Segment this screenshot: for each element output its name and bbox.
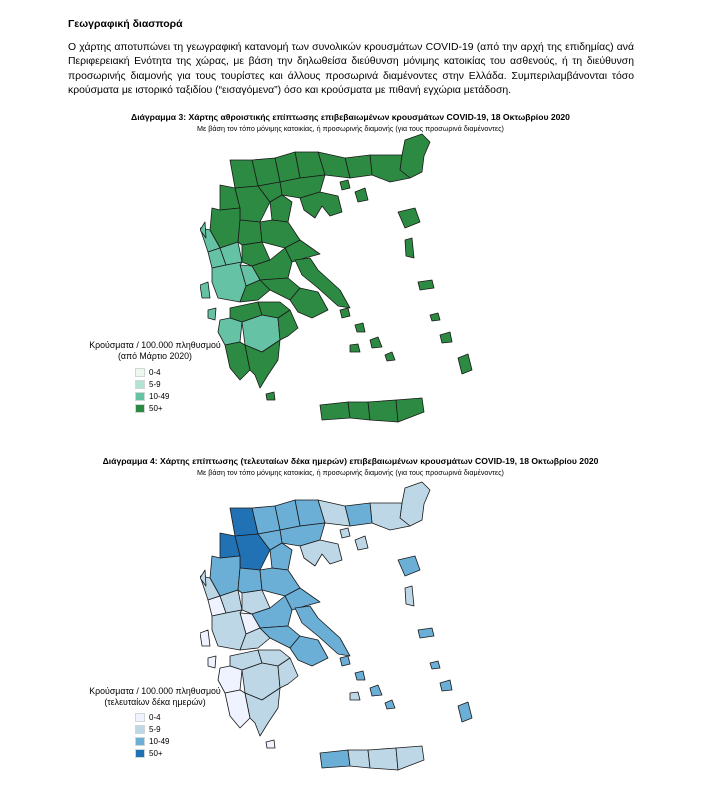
map2-choropleth (200, 478, 500, 778)
legend-swatch (135, 749, 145, 758)
region-kefalonia (200, 630, 210, 646)
region-thasos (340, 528, 350, 538)
map2-legend-item (135, 737, 169, 746)
region-dodekanisa-2 (440, 680, 452, 691)
region-lasithi (396, 746, 424, 770)
map1-legend-title-line1: Κρούσματα / 100.000 πληθυσμού (89, 340, 221, 350)
region-thasos (340, 180, 350, 190)
map1-legend-item (135, 380, 161, 389)
region-chania (320, 750, 350, 768)
region-trikala (238, 220, 262, 245)
legend-swatch (135, 380, 145, 389)
region-kefalonia (200, 282, 210, 298)
region-aitoloakarnania (212, 610, 246, 650)
region-chios (405, 586, 414, 606)
map1-legend-title-line2: (από Μάρτιο 2020) (118, 351, 192, 361)
map1-legend-item (135, 368, 161, 377)
region-lasithi (396, 398, 424, 422)
legend-label: 50+ (149, 749, 163, 758)
intro-paragraph: Ο χάρτης αποτυπώνει τη γεωγραφική κατανομή των συνολικών κρουσμάτων COVID-19 (από την αρχή της επιδημίας) ανά Περιφερειακή Ενότητα της χώρας, με βάση την δηλωθείσα διεύθυνση μόνιμης κατοικίας του ασθενούς, ή τη διεύθυνση προσωρινής διαμονής για τους τουρίστες και άλλους προσωρινά διαμένοντες στην Ελλάδα. Συμπεριλαμβάνονται τόσο κρούσματα με ιστορικό ταξιδίου (“εισαγόμενα”) όσο και κρούσματα με πιθανή εγχώρια μετάδοση. (68, 42, 634, 97)
region-kyklades-1 (340, 656, 350, 666)
legend-label: 50+ (149, 404, 163, 413)
region-kyklades-1 (340, 308, 350, 318)
region-zakynthos (208, 656, 216, 668)
legend-label: 5-9 (149, 380, 161, 389)
region-kyklades-3 (370, 337, 382, 348)
legend-label: 5-9 (149, 725, 161, 734)
region-aitoloakarnania (212, 262, 246, 302)
map2-subtitle: Με βάση τον τόπο μόνιμης κατοικίας, ή προσωρινής διαμονής (για τους προσωρινά διαμένοντες) (197, 468, 504, 477)
map2-legend-title-line2: (τελευταίων δέκα ημερών) (104, 697, 206, 707)
map1-legend-item (135, 404, 163, 413)
region-evros (400, 134, 430, 178)
region-kythira (266, 392, 275, 400)
map2-legend-title-line1: Κρούσματα / 100.000 πληθυσμού (89, 686, 221, 696)
map1-legend-item (135, 392, 169, 401)
region-irakleio (368, 748, 398, 770)
map2-legend-title (80, 686, 230, 708)
region-rodos (458, 354, 472, 374)
legend-swatch (135, 713, 145, 722)
map1-legend-title (80, 340, 230, 362)
region-limnos (355, 188, 368, 202)
map1-title: Διάγραμμα 3: Χάρτης αθροιστικής επίπτωσης επιβεβαιωμένων κρουσμάτων COVID-19, 18 Οκτωβρίου 2020 (131, 112, 570, 122)
map1-mainland (200, 134, 472, 422)
region-samos (418, 628, 434, 638)
region-limnos (355, 536, 368, 550)
region-dodekanisa-1 (430, 313, 440, 321)
region-kyklades-5 (385, 352, 395, 361)
map2-legend-item (135, 713, 161, 722)
region-lesvos (398, 556, 420, 576)
map1-subtitle: Με βάση τον τόπο μόνιμης κατοικίας, ή προσωρινής διαμονής (για τους προσωρινά διαμένοντες) (197, 124, 504, 133)
region-kythira (266, 740, 275, 748)
map2-title: Διάγραμμα 4: Χάρτης επίπτωσης (τελευταίων δέκα ημερών) επιβεβαιωμένων κρουσμάτων COVID-19, 18 Οκτωβρίου 2020 (102, 456, 599, 466)
region-dodekanisa-1 (430, 661, 440, 669)
legend-label: 10-49 (149, 737, 170, 746)
region-kyklades-4 (350, 692, 360, 700)
region-trikala (238, 568, 262, 593)
region-chania (320, 402, 350, 420)
region-rethymno (348, 750, 370, 768)
region-kyklades-2 (355, 671, 365, 680)
region-kyklades-3 (370, 685, 382, 696)
map2-legend-item (135, 725, 161, 734)
legend-swatch (135, 404, 145, 413)
region-kyklades-5 (385, 700, 395, 709)
region-zakynthos (208, 308, 216, 320)
legend-swatch (135, 368, 145, 377)
region-chalkidiki (300, 540, 342, 566)
legend-label: 0-4 (149, 368, 161, 377)
section-title: Γεωγραφική διασπορά (68, 18, 183, 30)
region-evros (400, 482, 430, 526)
region-chalkidiki (300, 192, 342, 218)
region-rodos (458, 702, 472, 722)
legend-swatch (135, 737, 145, 746)
legend-swatch (135, 392, 145, 401)
region-dodekanisa-2 (440, 332, 452, 343)
map1-choropleth (200, 130, 500, 430)
map2-legend-item (135, 749, 163, 758)
region-samos (418, 280, 434, 290)
legend-swatch (135, 725, 145, 734)
legend-label: 10-49 (149, 392, 170, 401)
region-kyklades-4 (350, 344, 360, 352)
region-kyklades-2 (355, 323, 365, 332)
region-irakleio (368, 400, 398, 422)
legend-label: 0-4 (149, 713, 161, 722)
region-lesvos (398, 208, 420, 228)
map2-regions (200, 482, 472, 770)
region-chios (405, 238, 414, 258)
region-rethymno (348, 402, 370, 420)
